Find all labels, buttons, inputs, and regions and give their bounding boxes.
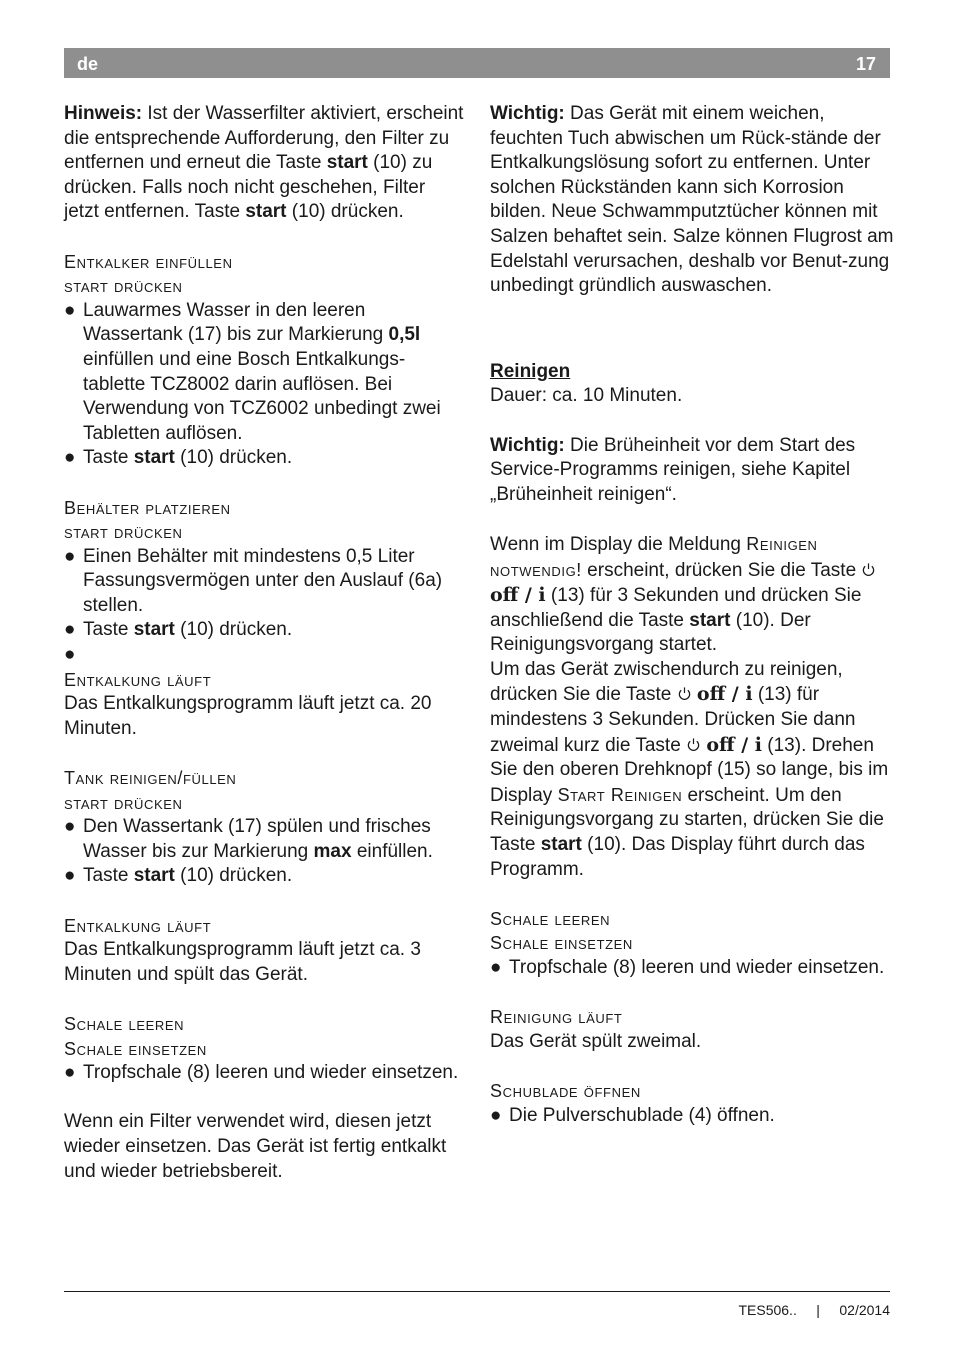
instruction-paragraph: Wenn im Display die Meldung Reinigen notwendig! erscheint, drücken Sie die Taste off / i (13) für 3 Sekunden und drücken Sie anschließend die Taste start (10). Der Reinigungsvorgang startet.	[490, 532, 895, 658]
bullet-icon: ●	[64, 1062, 76, 1084]
important-paragraph: Wichtig: Das Gerät mit einem weichen, feuchten Tuch abwischen um Rück-stände der Entkalkungslösung sofort zu entfernen. Unter solchen Rückständen kann sich Korrosion bilden. Neue Schwammputztücher können mit Salzen behaftet sein. Salze können Flugrost am Edelstahl verursachen, deshalb vor Benut-zung unbedingt gründlich auswaschen.	[490, 103, 894, 297]
footer-divider	[64, 1291, 890, 1292]
note-paragraph: Hinweis: Ist der Wasserfilter aktiviert, erscheint die entsprechende Aufforderung, den Filter zu entfernen und erneut die Taste start (10) zu drücken. Falls noch nicht geschehen, Filter jetzt entfernen. Taste start (10) drücken.	[64, 103, 464, 223]
display-message: Schale einsetzen	[64, 1038, 207, 1059]
edition-date: 02/2014	[839, 1302, 890, 1318]
list-item: ● Die Pulverschublade (4) öffnen.	[490, 1104, 895, 1129]
display-message: start drücken	[64, 792, 183, 813]
bullet-icon: ●	[64, 545, 76, 567]
display-message: Schublade öffnen	[490, 1080, 641, 1101]
right-column	[490, 102, 895, 1128]
text-paragraph: Das Entkalkungsprogramm läuft jetzt ca. 3 Minuten und spült das Gerät.	[64, 939, 421, 985]
list-item: ● Lauwarmes Wasser in den leeren Wassertank (17) bis zur Markierung 0,5l einfüllen und eine Bosch Entkalkungs-tablette TCZ8002 darin auflösen. Bei Verwendung von TCZ6002 unbedingt zwei Tabletten auflösen.	[64, 299, 464, 447]
bullet-icon: ●	[64, 816, 76, 838]
bullet-icon: ●	[64, 865, 76, 887]
bullet-icon: ●	[490, 1104, 502, 1126]
important-paragraph: Wichtig: Die Brüheinheit vor dem Start des Service-Programms reinigen, siehe Kapitel „Brüheinheit reinigen“.	[490, 434, 856, 505]
display-message: Schale einsetzen	[490, 933, 633, 954]
list-item: ● Taste start (10) drücken.	[64, 446, 464, 471]
text-paragraph: Das Entkalkungsprogramm läuft jetzt ca. 20 Minuten.	[64, 693, 432, 739]
power-icon	[861, 562, 876, 577]
list-item: ● Tropfschale (8) leeren und wieder einsetzen.	[490, 956, 895, 981]
display-message: Reinigung läuft	[490, 1007, 623, 1028]
left-column	[64, 102, 464, 1184]
display-message: Entkalker einfüllen	[64, 251, 233, 272]
power-icon	[677, 686, 692, 701]
section-title: Reinigen	[490, 360, 571, 382]
instruction-paragraph: Um das Gerät zwischendurch zu reinigen, drücken Sie die Taste off / i (13) für mindestens 3 Sekunden. Drücken Sie dann zweimal kurz die Taste off / i (13). Drehen Sie den oberen Drehknopf (15) so lange, bis im Display Start Reinigen erscheint. Um den Reinigungsvorgang zu starten, drücken Sie die Taste start (10). Das Display führt durch das Programm.	[490, 658, 889, 880]
display-message: Tank reinigen/füllen	[64, 768, 237, 789]
display-message: Entkalkung läuft	[64, 915, 212, 936]
duration-text: Dauer: ca. 10 Minuten.	[490, 385, 683, 407]
list-item: ● Einen Behälter mit mindestens 0,5 Liter Fassungsvermögen unter den Auslauf (6a) stellen.	[64, 545, 464, 619]
list-item: ● Den Wassertank (17) spülen und frisches Wasser bis zur Markierung max einfüllen.	[64, 815, 464, 864]
page-number: 17	[855, 54, 876, 74]
list-item: ● Tropfschale (8) leeren und wieder einsetzen.	[64, 1061, 464, 1086]
text-paragraph: Das Gerät spült zweimal.	[490, 1030, 702, 1052]
bullet-icon: ●	[64, 447, 76, 469]
display-message: start drücken	[64, 522, 183, 543]
list-item: ● Taste start (10) drücken.	[64, 864, 464, 889]
page-header	[64, 48, 890, 78]
display-message: start drücken	[64, 276, 183, 297]
bullet-icon: ●	[490, 957, 502, 978]
display-message: Entkalkung läuft	[64, 669, 212, 690]
list-item: ● Taste start (10) drücken.	[64, 618, 464, 643]
display-message: Schale leeren	[64, 1013, 185, 1034]
bullet-icon: ●	[64, 299, 76, 321]
bullet-icon: ●	[64, 644, 76, 666]
bullet-icon: ●	[64, 619, 76, 641]
footer-separator: |	[816, 1302, 820, 1318]
display-message: Schale leeren	[490, 908, 611, 929]
power-icon	[686, 737, 701, 752]
page-footer	[738, 1298, 890, 1323]
language-code: de	[77, 54, 99, 74]
display-message: Behälter platzieren	[64, 497, 231, 518]
model-number: TES506..	[738, 1302, 797, 1318]
text-paragraph: Wenn ein Filter verwendet wird, diesen jetzt wieder einsetzen. Das Gerät ist fertig entkalkt und wieder betriebsbereit.	[64, 1111, 447, 1182]
list-item	[64, 643, 464, 668]
